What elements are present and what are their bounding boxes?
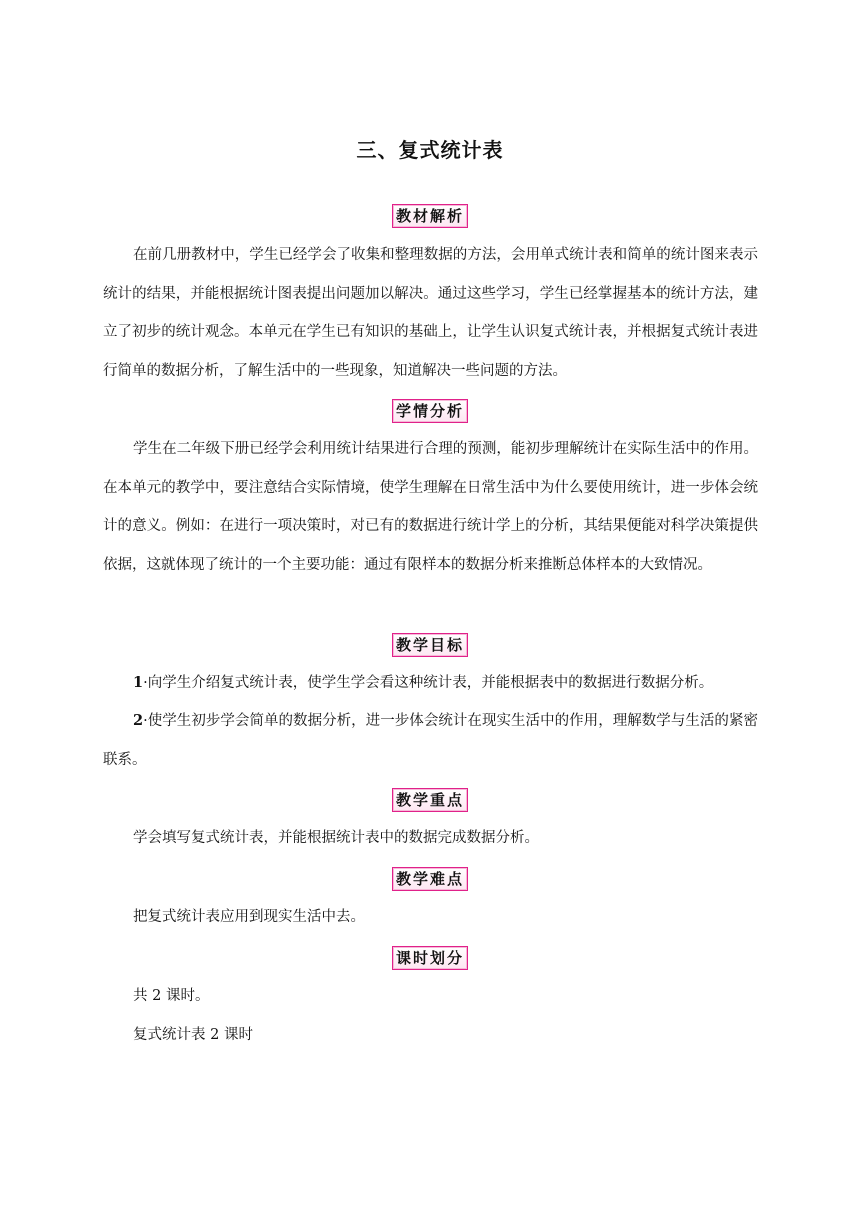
section-heading-key: 教学重点 [392, 788, 468, 812]
section-heading-students: 学情分析 [392, 399, 468, 423]
page-title: 三、复式统计表 [356, 138, 504, 162]
goal-item-1 [103, 664, 758, 703]
key-point-text: 学会填写复式统计表，并能根据统计表中的数据完成数据分析。 [133, 830, 539, 846]
goal-separator-1: · [143, 675, 148, 691]
section-heading-schedule: 课时划分 [392, 946, 468, 970]
section-badge-goals [0, 633, 860, 657]
section-badge-analysis [0, 204, 860, 228]
difficulty-text: 把复式统计表应用到现实生活中去。 [133, 909, 365, 925]
goal-separator-2: · [143, 713, 148, 729]
goal-number-1: 1 [133, 674, 144, 691]
section-badge-key [0, 788, 860, 812]
section-badge-students [0, 399, 860, 423]
goal-number-2: 2 [133, 712, 144, 729]
section-heading-difficulty: 教学难点 [392, 867, 468, 891]
schedule-total: 共 2 课时。 [133, 988, 210, 1004]
goal-text-1: 向学生介绍复式统计表，使学生学会看这种统计表，并能根据表中的数据进行数据分析。 [147, 675, 714, 691]
section-badge-difficulty [0, 867, 860, 891]
students-paragraph: 学生在二年级下册已经学会利用统计结果进行合理的预测，能初步理解统计在实际生活中的作用。在本单元的教学中，要注意结合实际情境，使学生理解在日常生活中为什么要使用统计，进一步体会统计的意义。例如：在进行一项决策时，对已有的数据进行统计学上的分析，其结果便能对科学决策提供依据，这就体现了统计的一个主要功能：通过有限样本的数据分析来推断总体样本的大致情况。 [103, 441, 758, 573]
schedule-detail: 复式统计表 2 课时 [133, 1027, 253, 1043]
section-heading-goals: 教学目标 [392, 633, 468, 657]
goal-text-2: 使学生初步学会简单的数据分析，进一步体会统计在现实生活中的作用，理解数学与生活的紧密联系。 [103, 713, 758, 768]
analysis-paragraph: 在前几册教材中，学生已经学会了收集和整理数据的方法，会用单式统计表和简单的统计图来表示统计的结果，并能根据统计图表提出问题加以解决。通过这些学习，学生已经掌握基本的统计方法，建立了初步的统计观念。本单元在学生已有知识的基础上，让学生认识复式统计表，并根据复式统计表进行简单的数据分析，了解生活中的一些现象，知道解决一些问题的方法。 [103, 247, 758, 379]
section-badge-schedule [0, 946, 860, 970]
goal-item-2 [103, 702, 758, 779]
section-heading-analysis: 教材解析 [392, 204, 468, 228]
